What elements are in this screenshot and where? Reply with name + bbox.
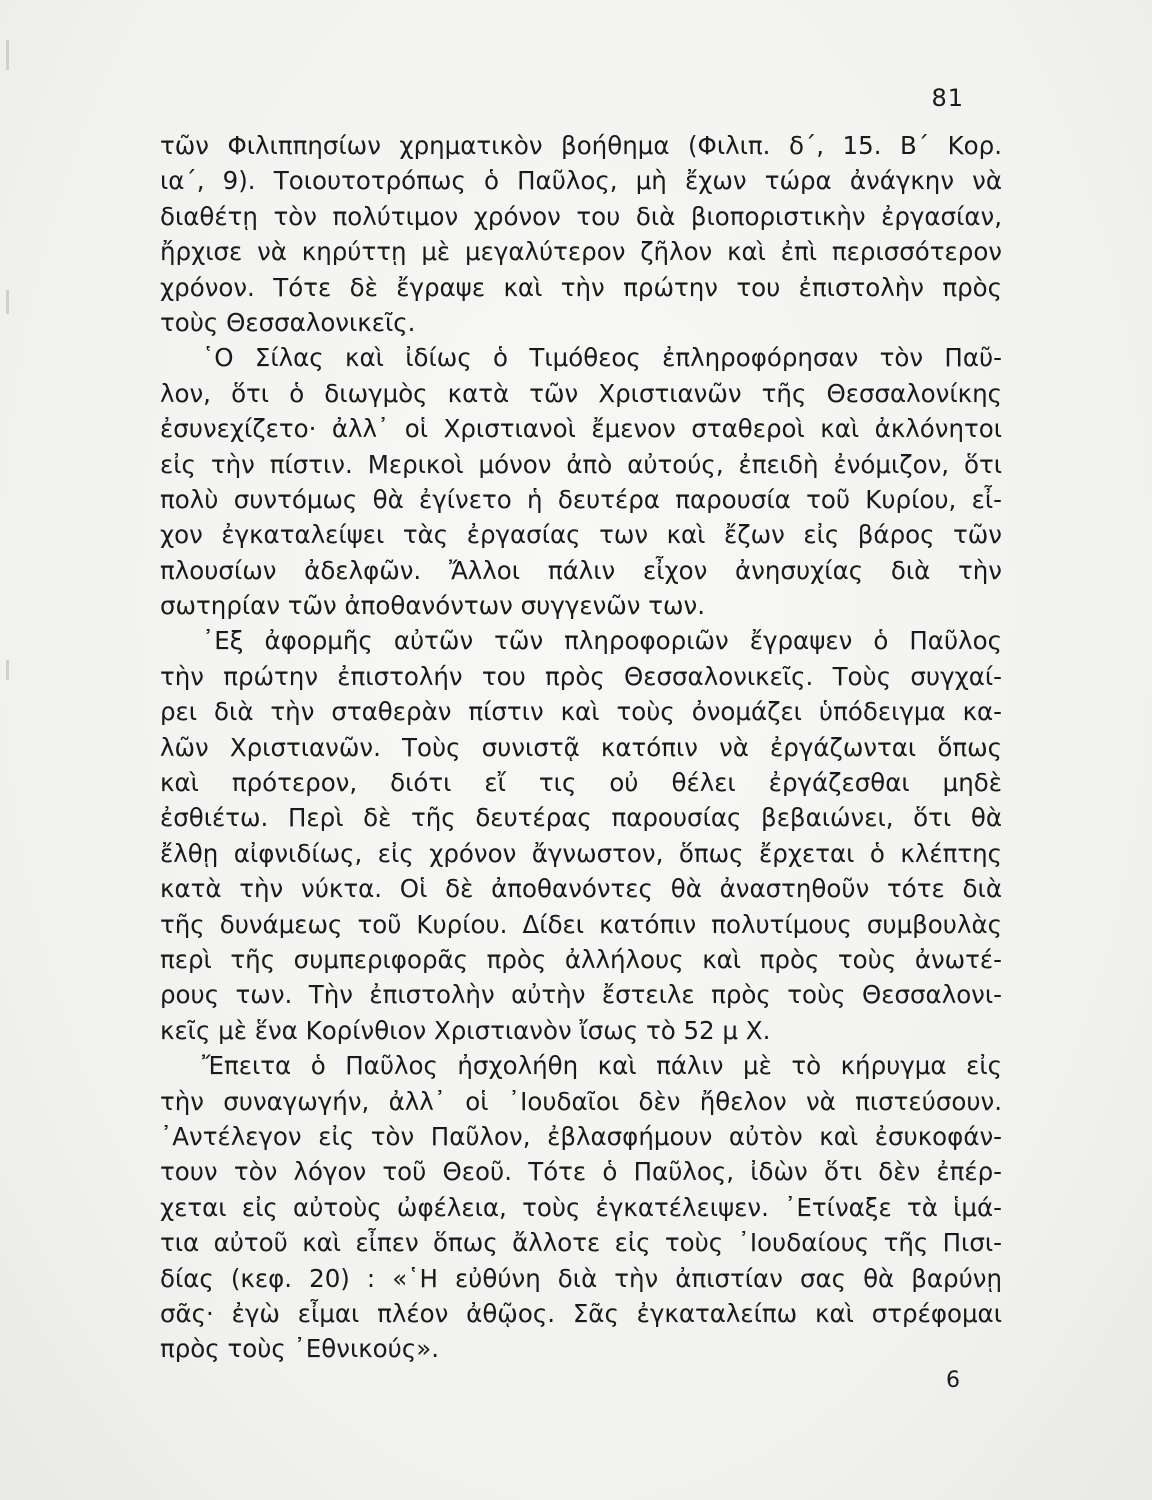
text-line: ἔλθῃ αἰφνιδίως, εἰς χρόνον ἄγνωστον, ὅπως ἔρχεται ὁ κλέπτης — [160, 838, 1002, 868]
text-line: ρει διὰ τὴν σταθερὰν πίστιν καὶ τοὺς ὀνομάζει ὑπόδειγμα κα- — [160, 697, 1002, 727]
scan-edge-mark — [6, 660, 9, 680]
text-line: τουν τὸν λόγον τοῦ Θεοῦ. Τότε ὁ Παῦλος, ἰδὼν ὅτι δὲν ἐπέρ- — [160, 1157, 1002, 1187]
text-line: διαθέτῃ τὸν πολύτιμον χρόνον του διὰ βιοποριστικὴν ἐργασίαν, — [160, 201, 1002, 231]
text-line: εἰς τὴν πίστιν. Μερικοὶ μόνον ἀπὸ αὐτούς, ἐπειδὴ ἐνόμιζον, ὅτι — [160, 449, 1002, 479]
printer-signature-mark: 6 — [946, 1368, 960, 1393]
text-line: τοὺς Θεσσαλονικεῖς. — [160, 307, 416, 337]
scan-edge-mark — [6, 40, 9, 70]
text-line: τὴν πρώτην ἐπιστολήν του πρὸς Θεσσαλονικεῖς. Τοὺς συγχαί- — [160, 661, 1002, 691]
text-line: χον ἐγκαταλείψει τὰς ἐργασίας των καὶ ἔζων εἰς βάρος τῶν — [160, 520, 1002, 550]
text-line: τὴν συναγωγήν, ἀλλ᾽ οἱ ᾽Ιουδαῖοι δὲν ἤθελον νὰ πιστεύσουν. — [160, 1086, 1002, 1116]
text-line: πλουσίων ἀδελφῶν. Ἄλλοι πάλιν εἶχον ἀνησυχίας διὰ τὴν — [160, 555, 1002, 585]
text-line: σᾶς· ἐγὼ εἶμαι πλέον ἀθῷος. Σᾶς ἐγκαταλείπω καὶ στρέφομαι — [160, 1298, 1002, 1328]
text-line: Ἔπειτα ὁ Παῦλος ἠσχολήθη καὶ πάλιν μὲ τὸ κήρυγμα εἰς — [202, 1051, 1002, 1081]
text-line: χρόνον. Τότε δὲ ἔγραψε καὶ τὴν πρώτην του ἐπιστολὴν πρὸς — [160, 272, 1002, 302]
text-line: ᾽Εξ ἀφορμῆς αὐτῶν τῶν πληροφοριῶν ἔγραψεν ὁ Παῦλος — [202, 626, 1002, 656]
scan-edge-mark — [6, 290, 9, 314]
page-number: 81 — [931, 84, 964, 112]
text-line: κεῖς μὲ ἕνα Κορίνθιον Χριστιανὸν ἴσως τὸ 52 μ Χ. — [160, 1015, 771, 1045]
text-line: ᾽Αντέλεγον εἰς τὸν Παῦλον, ἐβλασφήμουν αὐτὸν καὶ ἐσυκοφάν- — [160, 1121, 1002, 1151]
text-line: κατὰ τὴν νύκτα. Οἱ δὲ ἀποθανόντες θὰ ἀναστηθοῦν τότε διὰ — [160, 874, 1002, 904]
text-line: λον, ὅτι ὁ διωγμὸς κατὰ τῶν Χριστιανῶν τῆς Θεσσαλονίκης — [160, 378, 1002, 408]
text-line: λῶν Χριστιανῶν. Τοὺς συνιστᾷ κατόπιν νὰ ἐργάζωνται ὅπως — [160, 732, 1002, 762]
text-line: ῾Ο Σίλας καὶ ἰδίως ὁ Τιμόθεος ἐπληροφόρησαν τὸν Παῦ- — [202, 343, 1002, 373]
text-line: περὶ τῆς συμπεριφορᾶς πρὸς ἀλλήλους καὶ πρὸς τοὺς ἀνωτέ- — [160, 944, 1002, 974]
text-line: ἐσυνεχίζετο· ἀλλ᾽ οἱ Χριστιανοὶ ἔμενον σταθεροὶ καὶ ἀκλόνητοι — [160, 414, 1002, 444]
text-line: τῆς δυνάμεως τοῦ Κυρίου. Δίδει κατόπιν πολυτίμους συμβουλὰς — [160, 909, 1002, 939]
text-line: πρὸς τοὺς ᾽Εθνικούς». — [160, 1334, 439, 1364]
text-line: τια αὐτοῦ καὶ εἶπεν ὅπως ἄλλοτε εἰς τοὺς ᾽Ιουδαίους τῆς Πισι- — [160, 1228, 1002, 1258]
text-line: χεται εἰς αὐτοὺς ὠφέλεια, τοὺς ἐγκατέλειψεν. ᾽Ετίναξε τὰ ἱμά- — [160, 1192, 1002, 1222]
text-line: ια΄, 9). Τοιουτοτρόπως ὁ Παῦλος, μὴ ἔχων τώρα ἀνάγκην νὰ — [160, 166, 1002, 196]
text-line: δίας (κεφ. 20) : «῾Η εὐθύνη διὰ τὴν ἀπιστίαν σας θὰ βαρύνῃ — [160, 1263, 1002, 1293]
text-line: καὶ πρότερον, διότι εἴ τις οὐ θέλει ἐργάζεσθαι μηδὲ — [160, 768, 1002, 798]
text-line: τῶν Φιλιππησίων χρηματικὸν βοήθημα (Φιλιπ. δ΄, 15. Β΄ Κορ. — [160, 131, 1002, 160]
text-line: ἐσθιέτω. Περὶ δὲ τῆς δευτέρας παρουσίας βεβαιώνει, ὅτι θὰ — [160, 803, 1002, 833]
text-line: πολὺ συντόμως θὰ ἐγίνετο ἡ δευτέρα παρουσία τοῦ Κυρίου, εἶ- — [160, 484, 1002, 514]
text-line: ἤρχισε νὰ κηρύττῃ μὲ μεγαλύτερον ζῆλον καὶ ἐπὶ περισσότερον — [160, 237, 1002, 267]
text-line: ρους των. Τὴν ἐπιστολὴν αὐτὴν ἔστειλε πρὸς τοὺς Θεσσαλονι- — [160, 980, 1002, 1010]
text-line: σωτηρίαν τῶν ἀποθανόντων συγγενῶν των. — [160, 591, 706, 621]
body-text — [160, 128, 1002, 1367]
